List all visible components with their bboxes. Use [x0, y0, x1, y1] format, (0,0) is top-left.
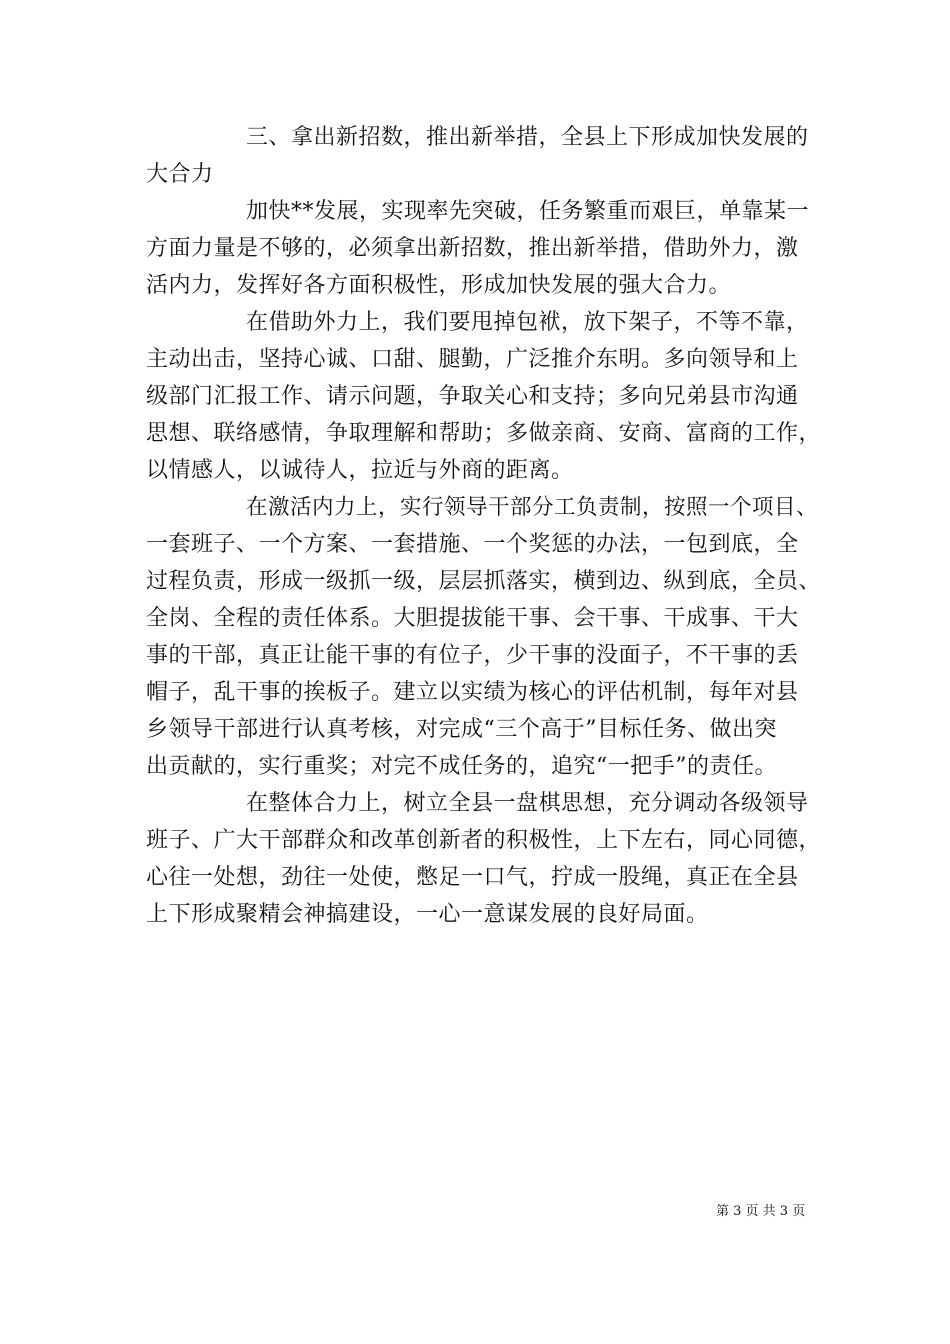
section-heading-line-2: 大合力 [146, 162, 214, 187]
paragraph-2-line-2: 主动出击，坚持心诚、口甜、腿勤，广泛推介东明。多向领导和上 [146, 347, 799, 372]
paragraph-3-line-7: 乡领导干部进行认真考核，对完成“三个高于”目标任务、做出突 [146, 717, 777, 742]
paragraph-2-line-5: 以情感人，以诚待人，拉近与外商的距离。 [146, 458, 574, 483]
paragraph-4-line-4: 上下形成聚精会神搞建设，一心一意谋发展的良好局面。 [146, 902, 709, 927]
paragraph-2-line-1: 在借助外力上，我们要甩掉包袱，放下架子，不等不靠， [246, 310, 809, 335]
paragraph-4-line-2: 班子、广大干部群众和改革创新者的积极性，上下左右，同心同德， [146, 828, 822, 853]
paragraph-3-line-8: 出贡献的，实行重奖；对完不成任务的，追究“一把手”的责任。 [146, 754, 777, 779]
paragraph-3-line-2: 一套班子、一个方案、一套措施、一个奖惩的办法，一包到底，全 [146, 532, 799, 557]
paragraph-1-line-2: 方面力量是不够的，必须拿出新招数，推出新举措，借助外力，激 [146, 236, 799, 261]
paragraph-3-line-5: 事的干部，真正让能干事的有位子，少干事的没面子，不干事的丢 [146, 643, 799, 668]
paragraph-4-line-3: 心往一处想，劲往一处使，憋足一口气，拧成一股绳，真正在全县 [146, 865, 799, 890]
paragraph-1-line-3: 活内力，发挥好各方面积极性，形成加快发展的强大合力。 [146, 273, 732, 298]
paragraph-3-line-6: 帽子，乱干事的挨板子。建立以实绩为核心的评估机制，每年对县 [146, 680, 799, 705]
paragraph-1-line-1: 加快**发展，实现率先突破，任务繁重而艰巨，单靠某一 [246, 199, 810, 224]
section-heading-line-1: 三、拿出新招数，推出新举措，全县上下形成加快发展的 [246, 125, 809, 150]
paragraph-4-line-1: 在整体合力上，树立全县一盘棋思想，充分调动各级领导 [246, 791, 809, 816]
paragraph-3-line-4: 全岗、全程的责任体系。大胆提拔能干事、会干事、干成事、干大 [146, 606, 799, 631]
paragraph-2-line-3: 级部门汇报工作、请示问题，争取关心和支持；多向兄弟县市沟通 [146, 384, 799, 409]
paragraph-3-line-3: 过程负责，形成一级抓一级，层层抓落实，横到边、纵到底，全员、 [146, 569, 822, 594]
paragraph-3-line-1: 在激活内力上，实行领导干部分工负责制，按照一个项目、 [246, 495, 819, 520]
page-number-footer: 第 3 页 共 3 页 [716, 1204, 806, 1219]
paragraph-2-line-4: 思想、联络感情，争取理解和帮助；多做亲商、安商、富商的工作， [146, 421, 822, 446]
